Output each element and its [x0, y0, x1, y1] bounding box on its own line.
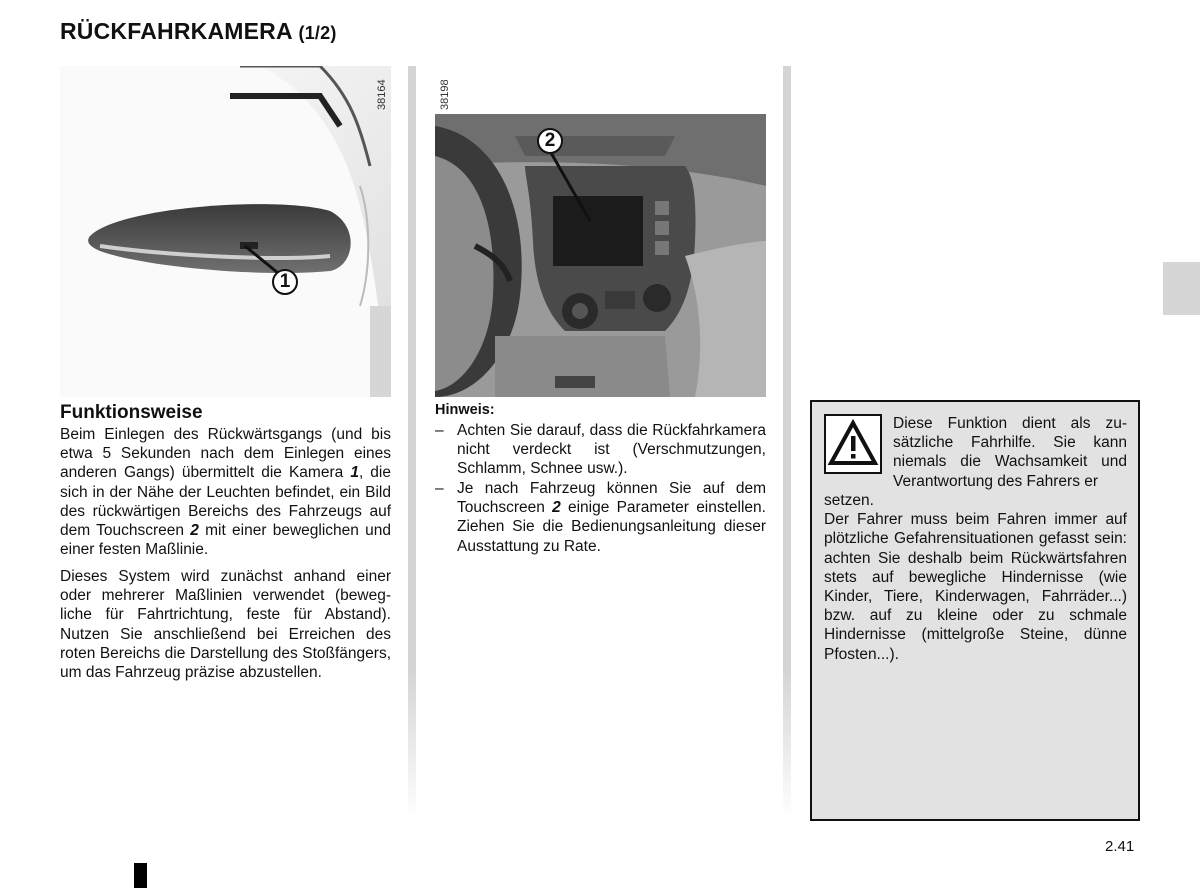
tailgate-camera-photo	[60, 66, 391, 397]
page-title-suffix: (1/2)	[298, 23, 337, 43]
side-tab	[1163, 262, 1200, 315]
note-item	[435, 421, 766, 479]
warning-box	[810, 400, 1140, 821]
callout-1: 1	[272, 269, 298, 295]
column-separator-left	[408, 66, 416, 820]
callout-2: 2	[537, 128, 563, 154]
page-number: 2.41	[1105, 838, 1135, 855]
page-title-text: RÜCKFAHRKAMERA	[60, 18, 292, 44]
warning-text-intro: Diese Funktion dient als zusätzliche Fahrhilfe. Sie kann niemals die Wachsamkeit und Verantwortung des Fahrers er	[893, 415, 1127, 490]
figure-dashboard	[435, 66, 766, 397]
notes-heading: Hinweis:	[435, 402, 495, 418]
note-text: Achten Sie darauf, dass die Rückfahrkamera nicht verdeckt ist (Verschmutzungen, Schlamm, Schnee usw.).	[457, 422, 766, 478]
warning-text-body: setzen. Der Fahrer muss beim Fahren immer auf plötzliche Gefahrensituationen gefasst sein: achten Sie deshalb beim Rückwärtsfahren stets auf bewegliche Hindernisse (wie Kinder, Tiere, Kinderwagen, Fahrräder...) bzw. auf zu kleine oder zu schmale Hindernisse (mittelgroße Steine, dünne Pfosten...).	[824, 492, 1127, 663]
paragraph-system: Dieses System wird zunächst anhand einer oder mehrerer Maßlinien verwendet (bewegliche für Fahrtrichtung, feste für Abstand). Nutzen Sie anschließend bei Erreichen des roten Bereichs die Darstellung des Stoßfängers, um das Fahrzeug präzise abzustellen.	[60, 568, 391, 682]
corner-mark	[134, 863, 147, 888]
page-title	[60, 18, 337, 45]
dashboard-touchscreen-photo	[435, 66, 766, 397]
figure-tailgate	[60, 66, 391, 397]
note-item	[435, 479, 766, 556]
note-dash: –	[435, 422, 444, 439]
column-separator-right	[783, 66, 791, 820]
warning-icon-frame	[824, 414, 882, 474]
section-heading: Funktionsweise	[60, 402, 203, 423]
note-dash: –	[435, 480, 444, 497]
figure-code: 38164	[376, 79, 388, 110]
figure-code: 38198	[439, 79, 451, 110]
warning-triangle-icon	[826, 416, 880, 472]
note-text: Je nach Fahrzeug können Sie auf dem Touchscreen 2 einige Parameter einstellen. Ziehen Sie die Bedienungsanleitung dieser Ausstattung zu Rate.	[457, 480, 766, 555]
paragraph-functionality: Beim Einlegen des Rückwärtsgangs (und bis etwa 5 Sekunden nach dem Einlegen eines anderen Gangs) übermittelt die Kamera 1, die sich in der Nähe der Leuchten befindet, ein Bild des rückwärtigen Bereichs des Fahrzeugs auf dem Touchscreen 2 mit einer beweglichen und einer festen Maßlinie.	[60, 426, 392, 559]
